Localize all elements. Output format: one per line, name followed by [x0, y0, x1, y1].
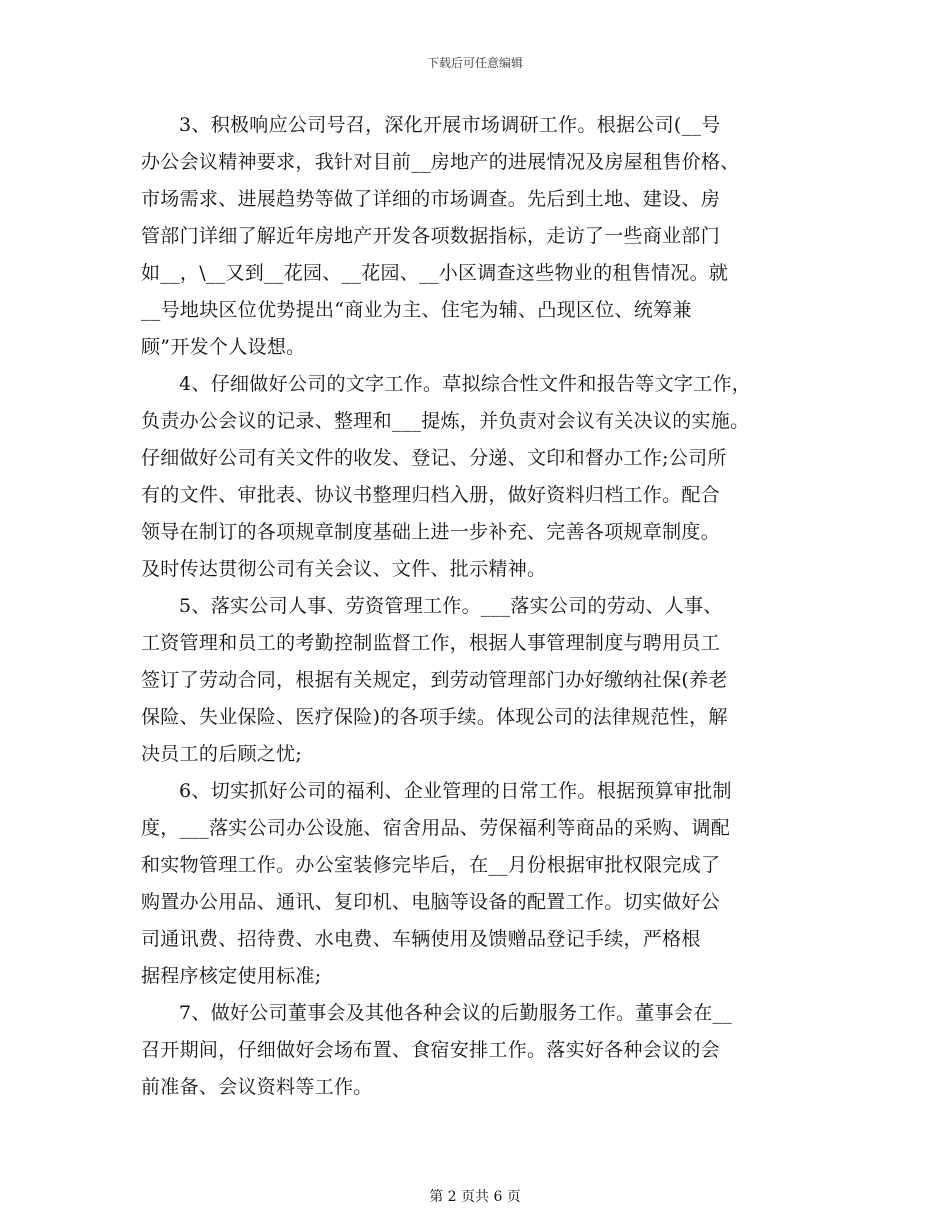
text-line: 仔细做好公司有关文件的收发、登记、分递、文印和督办工作;公司所	[141, 447, 727, 469]
text-line: 3、积极响应公司号召，深化开展市场调研工作。根据公司(__号	[179, 114, 721, 136]
text-line: 5、落实公司人事、劳资管理工作。___落实公司的劳动、人事、	[179, 595, 723, 617]
text-line: 决员工的后顾之忧;	[141, 743, 303, 765]
text-line: 管部门详细了解近年房地产开发各项数据指标，走访了一些商业部门	[141, 225, 721, 247]
text-line: 负责办公会议的记录、整理和___提炼，并负责对会议有关决议的实施。	[141, 410, 750, 432]
document-body	[141, 107, 811, 1106]
text-line: 市场需求、进展趋势等做了详细的市场调查。先后到土地、建设、房	[141, 188, 721, 210]
page-footer: 第 2 页共 6 页	[429, 1189, 521, 1205]
text-line: 度，___落实公司办公设施、宿舍用品、劳保福利等商品的采购、调配	[141, 817, 731, 839]
text-line: 办公会议精神要求，我针对目前__房地产的进展情况及房屋租售价格、	[141, 151, 740, 173]
paragraph-6	[141, 773, 811, 995]
text-line: 购置办公用品、通讯、复印机、电脑等设备的配置工作。切实做好公	[141, 891, 721, 913]
text-line: 司通讯费、招待费、水电费、车辆使用及馈赠品登记手续，严格根	[141, 928, 701, 950]
page-header: 下载后可任意编辑	[426, 56, 523, 70]
text-line: 召开期间，仔细做好会场布置、食宿安排工作。落实好各种会议的会	[141, 1039, 721, 1061]
text-line: 领导在制订的各项规章制度基础上进一步补充、完善各项规章制度。	[141, 521, 721, 543]
text-line: 前准备、会议资料等工作。	[141, 1076, 373, 1098]
text-line: 7、做好公司董事会及其他各种会议的后勤服务工作。董事会在__	[179, 1002, 733, 1024]
text-line: 据程序核定使用标准;	[141, 965, 322, 987]
text-line: 工资管理和员工的考勤控制监督工作，根据人事管理制度与聘用员工	[141, 632, 721, 654]
paragraph-7	[141, 995, 811, 1106]
paragraph-5	[141, 588, 811, 773]
paragraph-4	[141, 366, 811, 588]
text-line: 保险、失业保险、医疗保险)的各项手续。体现公司的法律规范性，解	[141, 706, 728, 728]
text-line: __号地块区位优势提出“商业为主、住宅为辅、凸现区位、统筹兼	[141, 299, 692, 321]
text-line: 6、切实抓好公司的福利、企业管理的日常工作。根据预算审批制	[179, 780, 732, 802]
text-line: 4、仔细做好公司的文字工作。草拟综合性文件和报告等文字工作，	[179, 373, 752, 395]
paragraph-3	[141, 107, 811, 366]
text-line: 和实物管理工作。办公室装修完毕后，在__月份根据审批权限完成了	[141, 854, 721, 876]
text-line: 及时传达贯彻公司有关会议、文件、批示精神。	[141, 558, 547, 580]
text-line: 有的文件、审批表、协议书整理归档入册，做好资料归档工作。配合	[141, 484, 721, 506]
text-line: 签订了劳动合同，根据有关规定，到劳动管理部门办好缴纳社保(养老	[141, 669, 728, 691]
text-line: 如__，\__又到__花园、__花园、__小区调查这些物业的租售情况。就	[141, 262, 729, 284]
text-line: 顾”开发个人设想。	[141, 336, 306, 358]
